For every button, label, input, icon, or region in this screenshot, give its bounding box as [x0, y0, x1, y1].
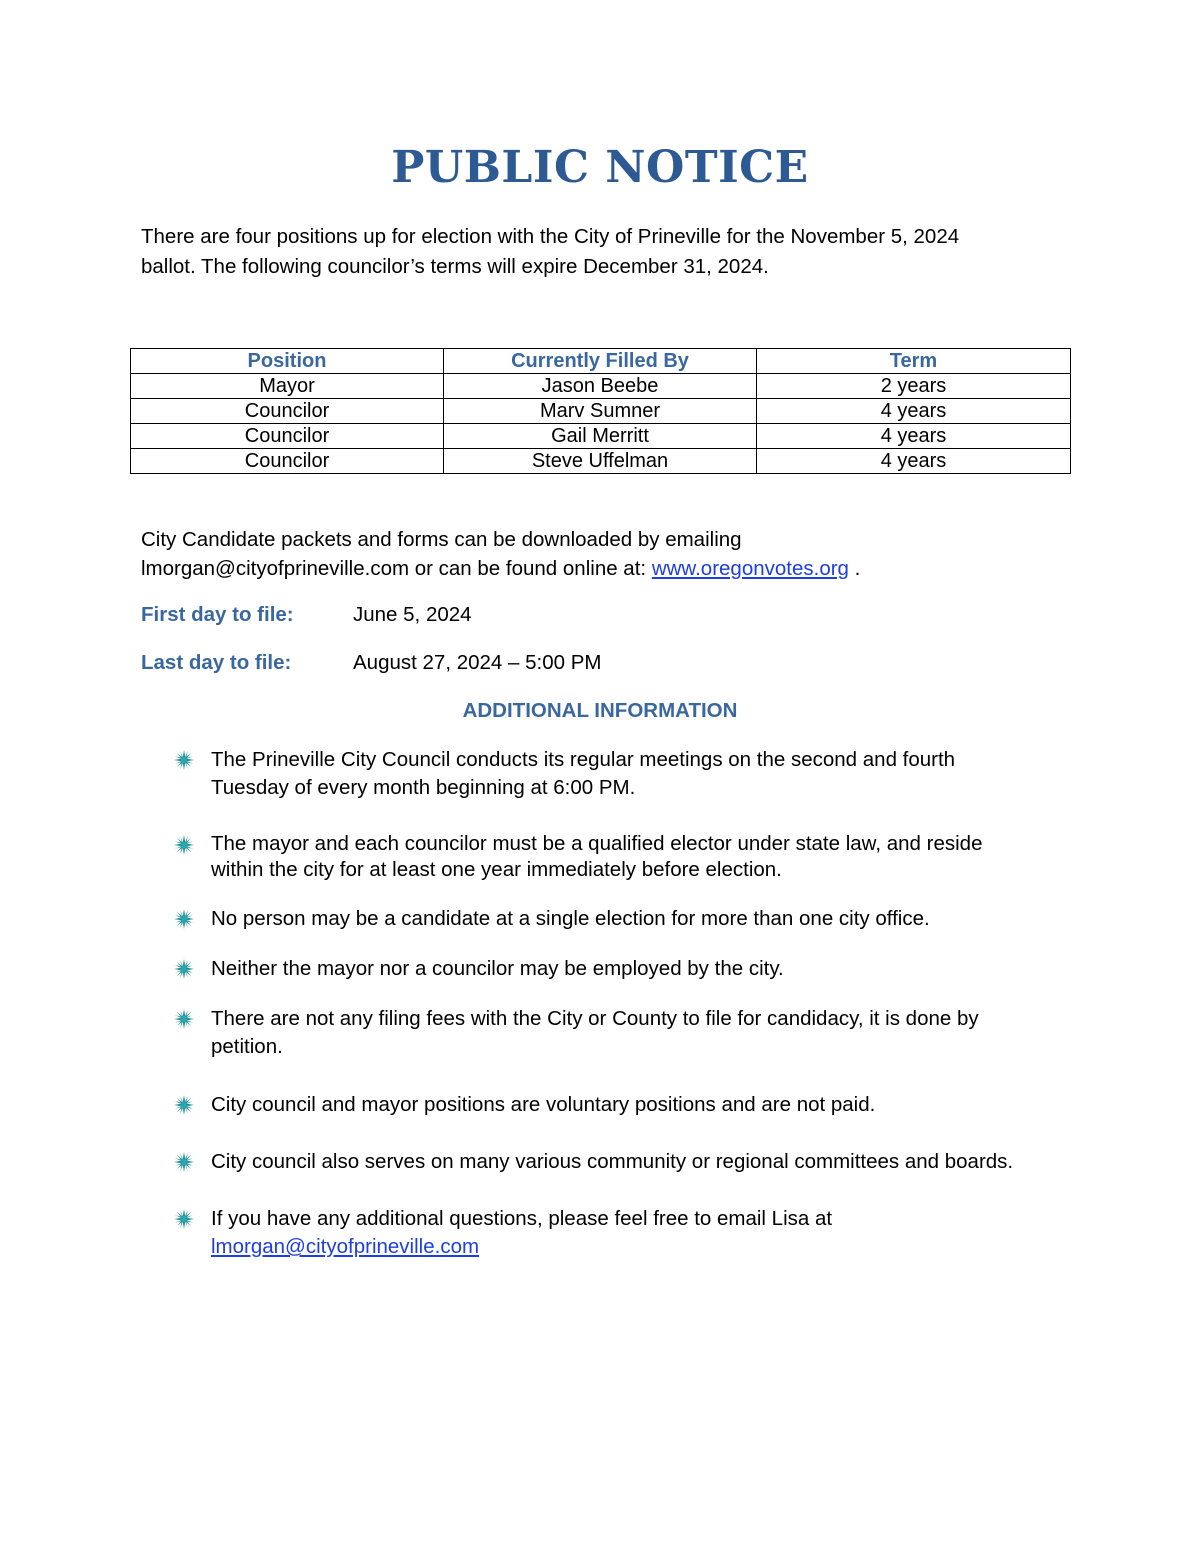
candidate-packets-paragraph — [141, 525, 1081, 583]
intro-line-1: There are four positions up for election with the City of Prineville for the November 5, 2024 — [141, 225, 960, 248]
bullet-text — [211, 905, 1061, 933]
starburst-bullet-icon — [174, 750, 194, 770]
bullet-text — [211, 1205, 1061, 1261]
bullet-line: petition. — [211, 1035, 283, 1058]
starburst-bullet-icon — [174, 1209, 194, 1229]
packets-line-1: City Candidate packets and forms can be downloaded by emailing — [141, 528, 742, 551]
starburst-bullet-icon — [174, 1152, 194, 1172]
first-day-value: June 5, 2024 — [353, 603, 472, 626]
cell-term: 4 years — [757, 424, 1071, 449]
bullet-line: The Prineville City Council conducts its regular meetings on the second and fourth — [211, 748, 956, 771]
bullet-line: The mayor and each councilor must be a qualified elector under state law, and reside — [211, 832, 983, 855]
additional-information-heading: ADDITIONAL INFORMATION — [462, 699, 738, 722]
header-position: Position — [131, 349, 444, 374]
starburst-bullet-icon — [174, 959, 194, 979]
cell-term: 4 years — [757, 449, 1071, 474]
cell-position: Councilor — [131, 424, 444, 449]
cell-filled-by: Jason Beebe — [444, 374, 757, 399]
bullet-text — [211, 1091, 1061, 1119]
packets-line-2 — [141, 554, 1081, 583]
positions-table — [130, 348, 1071, 474]
bullet-line: There are not any filing fees with the City or County to file for candidacy, it is done by — [211, 1007, 979, 1030]
bullet-text — [211, 746, 1061, 802]
table-row — [131, 399, 1071, 424]
bullet-line: If you have any additional questions, please feel free to email Lisa at — [211, 1207, 833, 1230]
packets-line-2-suffix: . — [848, 557, 861, 580]
cell-term: 4 years — [757, 399, 1071, 424]
bullet-line — [211, 1233, 1061, 1261]
intro-paragraph — [141, 222, 1041, 282]
bullet-line: No person may be a candidate at a single election for more than one city office. — [211, 907, 930, 930]
bullet-line: within the city for at least one year immediately before election. — [211, 858, 782, 881]
table-row — [131, 374, 1071, 399]
table-row — [131, 424, 1071, 449]
starburst-bullet-icon — [174, 909, 194, 929]
bullet-text — [211, 955, 1061, 983]
cell-position: Councilor — [131, 449, 444, 474]
cell-filled-by: Steve Uffelman — [444, 449, 757, 474]
starburst-bullet-icon — [174, 1009, 194, 1029]
bullet-line: Tuesday of every month beginning at 6:00 PM. — [211, 776, 636, 799]
bullet-text — [211, 1148, 1061, 1176]
bullet-line: City council also serves on many various community or regional committees and boards. — [211, 1150, 1014, 1173]
intro-line-2: ballot. The following councilor’s terms will expire December 31, 2024. — [141, 255, 769, 278]
oregonvotes-link[interactable]: www.oregonvotes.org — [651, 557, 849, 580]
bullet-text — [211, 1005, 1061, 1061]
cell-filled-by: Gail Merritt — [444, 424, 757, 449]
cell-term: 2 years — [757, 374, 1071, 399]
starburst-bullet-icon — [174, 1095, 194, 1115]
bullet-line: Neither the mayor nor a councilor may be employed by the city. — [211, 957, 784, 980]
starburst-bullet-icon — [174, 835, 194, 855]
cell-position: Councilor — [131, 399, 444, 424]
email-lisa-link[interactable]: lmorgan@cityofprineville.com — [211, 1235, 480, 1258]
packets-line-2-text: lmorgan@cityofprineville.com or can be found online at: — [141, 557, 652, 580]
page-title: PUBLIC NOTICE — [391, 142, 809, 193]
cell-filled-by: Marv Sumner — [444, 399, 757, 424]
bullet-text — [211, 831, 1061, 883]
cell-position: Mayor — [131, 374, 444, 399]
header-term: Term — [757, 349, 1071, 374]
bullet-line: City council and mayor positions are voluntary positions and are not paid. — [211, 1093, 876, 1116]
last-day-value: August 27, 2024 – 5:00 PM — [353, 651, 602, 674]
last-day-label: Last day to file: — [141, 651, 292, 674]
table-header-row — [131, 349, 1071, 374]
table-row — [131, 449, 1071, 474]
header-currently-filled-by: Currently Filled By — [444, 349, 757, 374]
first-day-label: First day to file: — [141, 603, 294, 626]
